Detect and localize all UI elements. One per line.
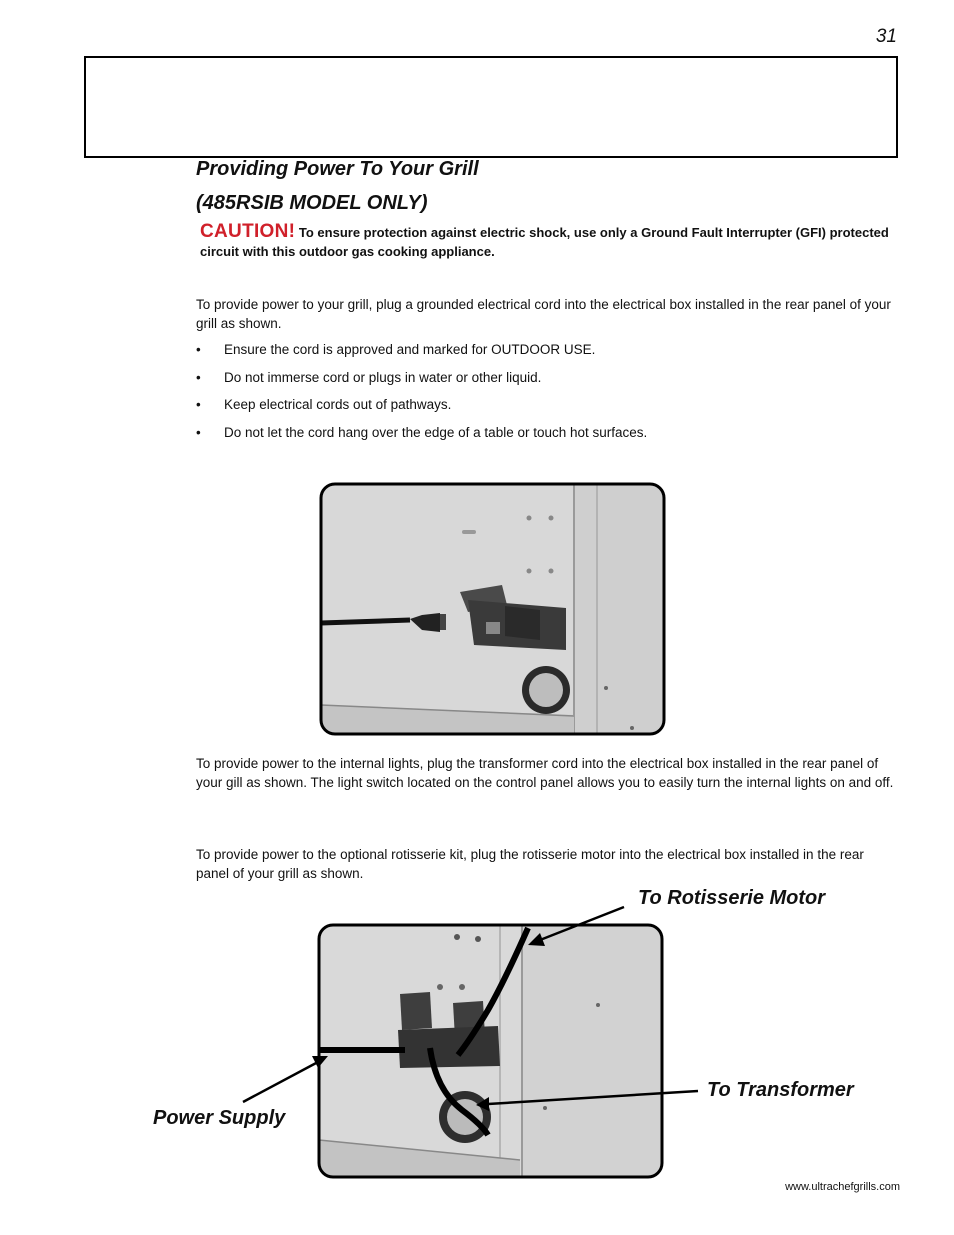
rotisserie-motor-callout: To Rotisserie Motor bbox=[638, 887, 826, 909]
list-item: • Keep electrical cords out of pathways. bbox=[196, 395, 896, 423]
caution-notice bbox=[200, 222, 890, 261]
caution-label: CAUTION! bbox=[200, 221, 296, 242]
transformer-callout: To Transformer bbox=[707, 1079, 854, 1101]
list-item: • Ensure the cord is approved and marked for OUTDOOR USE. bbox=[196, 340, 896, 368]
footer-url[interactable]: www.ultrachefgrills.com bbox=[785, 1181, 900, 1193]
rotisserie-paragraph: To provide power to the optional rotisserie kit, plug the rotisserie motor into the electrical box installed in the rear panel of your grill as shown. bbox=[196, 847, 864, 881]
header-box bbox=[84, 56, 898, 158]
section-title: Providing Power To Your Grill bbox=[196, 158, 479, 180]
list-item: • Do not immerse cord or plugs in water or other liquid. bbox=[196, 368, 896, 396]
model-subtitle: (485RSIB MODEL ONLY) bbox=[196, 192, 428, 214]
intro-paragraph: To provide power to your grill, plug a grounded electrical cord into the electrical box installed in the rear panel of your grill as shown. bbox=[196, 297, 891, 331]
caution-text: To ensure protection against electric shock, use only a Ground Fault Interrupter (GFI) protected circuit with this outdoor gas cooking appliance. bbox=[200, 225, 889, 259]
safety-bullet-list bbox=[196, 340, 896, 450]
power-supply-callout: Power Supply bbox=[153, 1107, 286, 1129]
lights-paragraph: To provide power to the internal lights, plug the transformer cord into the electrical box installed in the rear panel of your gill as shown. The light switch located on the control panel allows you to easily turn the internal lights on and off. bbox=[196, 756, 894, 790]
list-item: • Do not let the cord hang over the edge of a table or touch hot surfaces. bbox=[196, 423, 896, 451]
page-number: 31 bbox=[875, 26, 897, 47]
